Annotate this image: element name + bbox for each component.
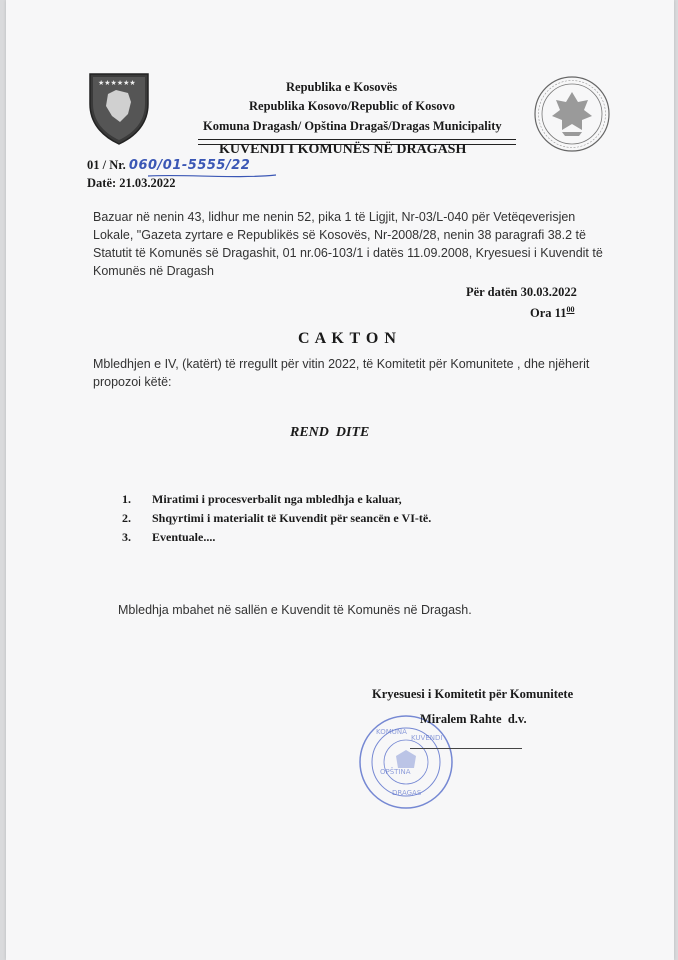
agenda-item-text: Miratimi i procesverbalit nga mbledhja e kaluar, (152, 492, 402, 506)
header-republic-albanian: Republika e Kosovës (286, 80, 398, 94)
svg-text:KUVENDI: KUVENDI (411, 734, 443, 742)
intro-line-1: Bazuar në nenin 43, lidhur me nenin 52, pika 1 të Ligjit, Nr-03/L-040 për Vetëqeverisjen (93, 210, 576, 224)
agenda-item-number: 1. (122, 492, 131, 506)
agenda-title: REND DITE (290, 425, 370, 440)
header-divider (198, 139, 516, 140)
header-republic-multilingual: Republika Kosovo/Republic of Kosovo (249, 99, 455, 113)
reference-prefix: 01 / Nr. (87, 158, 126, 172)
meeting-time (530, 305, 574, 321)
decision-title: C A K T O N (298, 330, 397, 347)
signature-line (410, 748, 522, 749)
intro-line-2: Lokale, "Gazeta zyrtare e Republikës së Kosovës, Nr-2008/28, nenin 38 paragrafi 38.2 të (93, 228, 586, 242)
svg-text:OPŠTINA: OPŠTINA (380, 768, 411, 776)
agenda-item-text: Shqyrtimi i materialit të Kuvendit për seancën e VI-të. (152, 511, 432, 525)
meeting-time-minutes: 00 (566, 305, 575, 314)
agenda-item (122, 530, 215, 545)
agenda-item-number: 2. (122, 511, 131, 525)
reference-line (87, 158, 250, 173)
municipality-seal-icon (532, 74, 612, 154)
intro-line-4: Komunës në Dragash (93, 264, 214, 278)
meeting-location: Mbledhja mbahet në sallën e Kuvendit të Komunës në Dragash. (118, 603, 472, 617)
svg-text:★★★★★★: ★★★★★★ (98, 79, 136, 87)
signature-name: Miralem Rahte d.v. (420, 712, 527, 726)
header-municipality: Komuna Dragash/ Opština Dragaš/Dragas Municipality (203, 119, 502, 133)
agenda-item-number: 3. (122, 530, 131, 544)
svg-text:DRAGAS: DRAGAS (392, 789, 422, 797)
signature-role: Kryesuesi i Komitetit për Komunitete (372, 687, 574, 701)
intro-line-3: Statutit të Komunës së Dragashit, 01 nr.06-103/1 i datës 11.09.2008, Kryesuesi i Kuvendit të (93, 246, 603, 260)
kosovo-coat-of-arms-icon (84, 70, 154, 146)
reference-number-handwritten: 060/01-5555/22 (128, 158, 251, 173)
agenda-item (122, 511, 431, 526)
agenda-item-text: Eventuale.... (152, 530, 216, 544)
meeting-date: Për datën 30.03.2022 (466, 285, 577, 299)
official-stamp-icon (356, 712, 456, 812)
agenda-item (122, 492, 402, 507)
document-page (6, 0, 674, 960)
body-line-1: Mbledhjen e IV, (katërt) të rregullt për vitin 2022, të Komitetit për Komunitete , dhe njëherit (93, 357, 590, 371)
body-line-2: propozoi këtë: (93, 375, 172, 389)
svg-text:KOMUNA: KOMUNA (376, 728, 407, 736)
meeting-time-hour: Ora 11 (530, 306, 567, 321)
header-assembly: KUVENDI I KOMUNËS NË DRAGASH (219, 142, 467, 157)
document-date: Datë: 21.03.2022 (87, 176, 176, 190)
